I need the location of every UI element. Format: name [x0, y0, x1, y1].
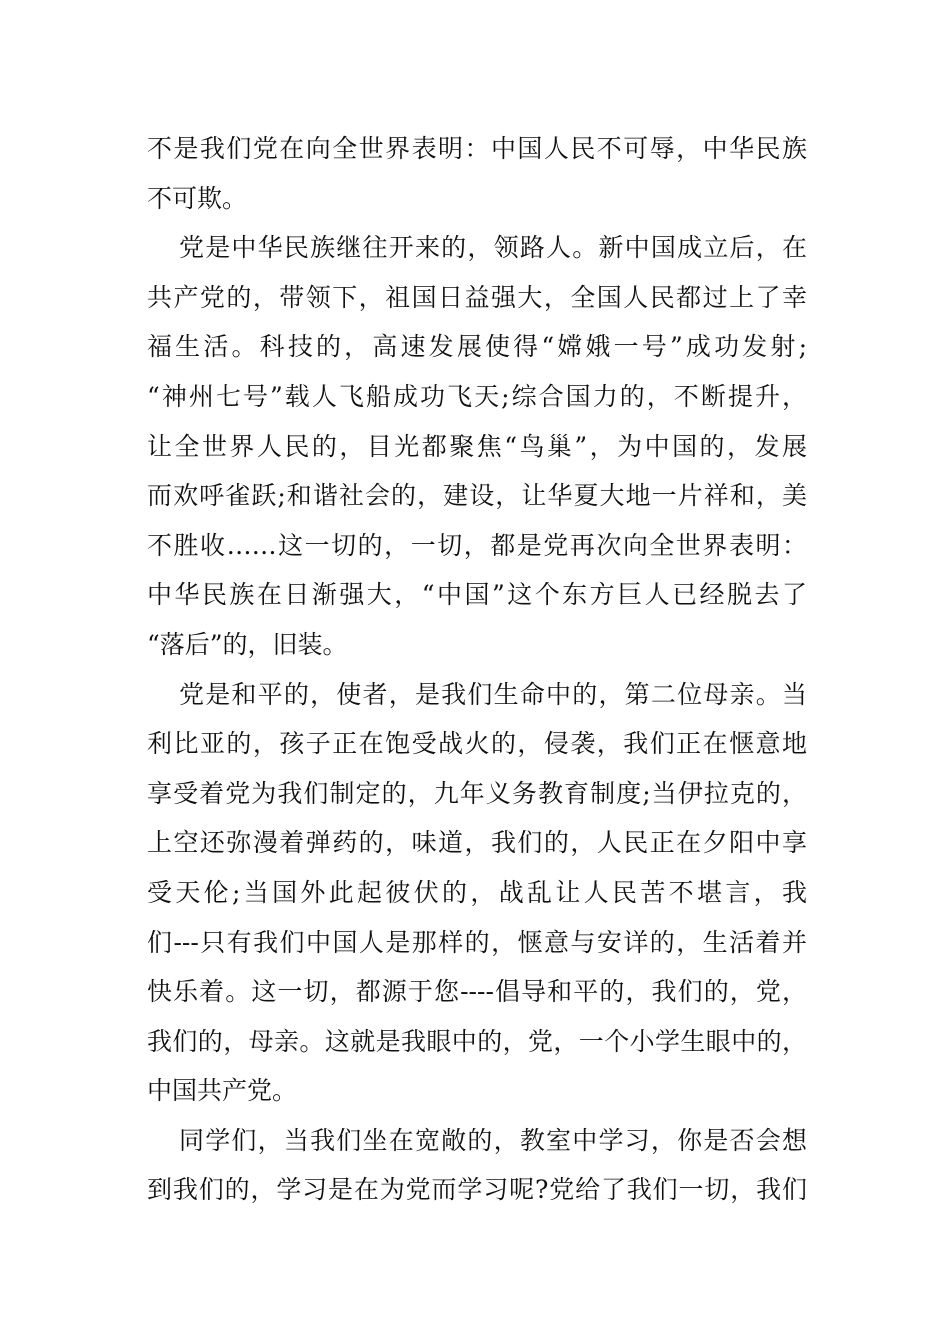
- text-line: 党是中华民族继往开来的，领路人。新中国成立后，在: [179, 233, 807, 263]
- text-line: 共产党的，带领下，祖国日益强大，全国人民都过上了幸: [147, 282, 807, 312]
- text-line: 让全世界人民的，目光都聚焦“鸟巢”，为中国的，发展: [147, 431, 807, 461]
- text-line: 同学们，当我们坐在宽敞的，教室中学习，你是否会想: [179, 1125, 807, 1155]
- text-line: 不胜收……这一切的，一切，都是党再次向全世界表明：: [147, 530, 807, 560]
- text-line: 到我们的，学习是在为党而学习呢?党给了我们一切，我们: [147, 1175, 807, 1205]
- text-line: 受天伦;当国外此起彼伏的，战乱让人民苦不堪言，我: [147, 877, 807, 907]
- text-line: 利比亚的，孩子正在饱受战火的，侵袭，我们正在惬意地: [147, 729, 807, 759]
- text-line: “神州七号”载人飞船成功飞天;综合国力的，不断提升，: [147, 381, 807, 411]
- text-line: 中国共产党。: [147, 1076, 298, 1106]
- text-line: 不可欺。: [147, 183, 248, 213]
- text-line: 不是我们党在向全世界表明：中国人民不可辱，中华民族: [147, 134, 807, 163]
- document-body: [147, 124, 807, 1215]
- text-line: 党是和平的，使者，是我们生命中的，第二位母亲。当: [179, 679, 807, 709]
- text-line: 享受着党为我们制定的，九年义务教育制度;当伊拉克的，: [147, 778, 807, 808]
- text-line: 福生活。科技的，高速发展使得“嫦娥一号”成功发射;: [147, 332, 807, 362]
- text-line: 上空还弥漫着弹药的，味道，我们的，人民正在夕阳中享: [147, 828, 807, 858]
- text-line: 快乐着。这一切，都源于您----倡导和平的，我们的，党，: [147, 977, 807, 1007]
- text-line: 我们的，母亲。这就是我眼中的，党，一个小学生眼中的，: [147, 1026, 807, 1056]
- text-line: “落后”的，旧装。: [147, 629, 348, 659]
- text-line: 中华民族在日渐强大，“中国”这个东方巨人已经脱去了: [147, 580, 807, 610]
- text-line: 们---只有我们中国人是那样的，惬意与安详的，生活着并: [147, 927, 807, 957]
- text-line: 而欢呼雀跃;和谐社会的，建设，让华夏大地一片祥和，美: [147, 481, 807, 511]
